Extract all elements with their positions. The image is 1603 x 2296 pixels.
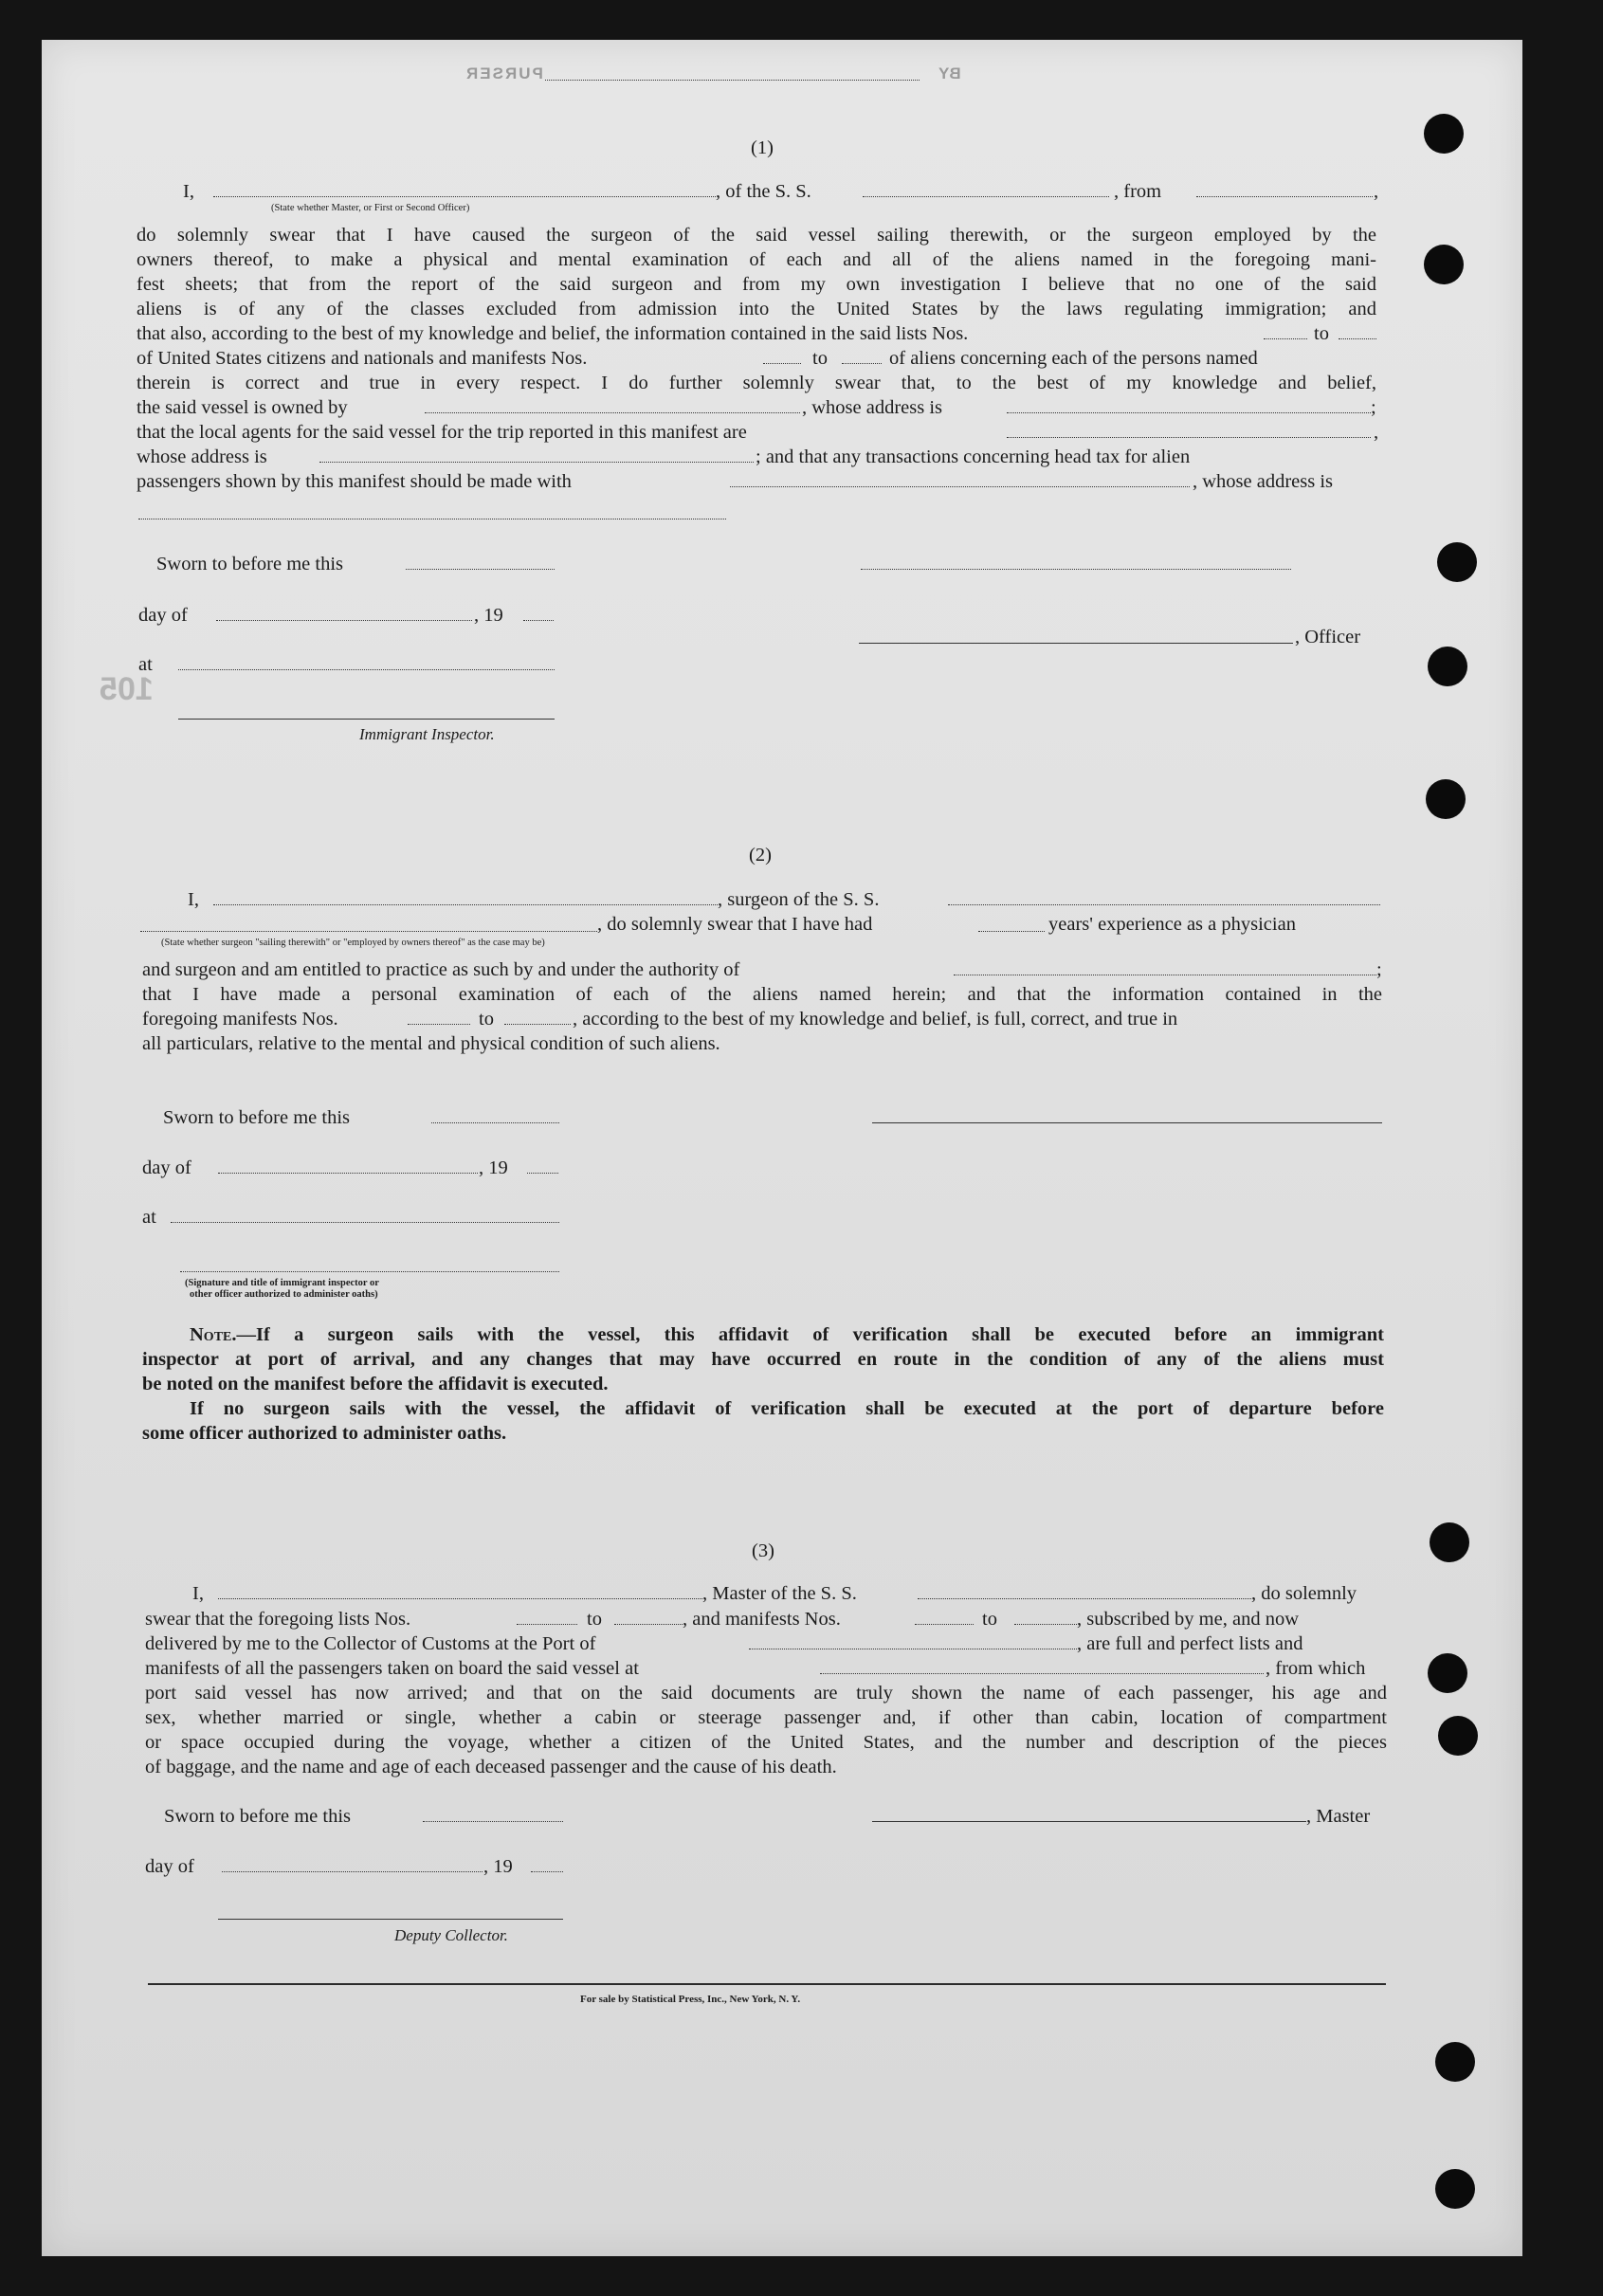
of-ss-label: , of the S. S. — [716, 181, 811, 202]
day-of-label: day of — [145, 1856, 194, 1877]
owner-address-field[interactable] — [1007, 412, 1371, 413]
oath-line: owners thereof, to make a physical and mental examination of each and all of the aliens named in the foregoing mani- — [137, 249, 1376, 270]
exam-line: that I have made a personal examination of each of the aliens named herein; and that the information contained in the — [142, 984, 1382, 1005]
oath-line: or space occupied during the voyage, whether a citizen of the United States, and the number and description of the pieces — [145, 1732, 1387, 1753]
from-which-text: , from which — [1266, 1658, 1366, 1679]
semicolon: ; — [1371, 397, 1376, 418]
i-label: I, — [188, 889, 199, 910]
surgeon-status-field[interactable] — [140, 931, 597, 932]
inspector-title: Immigrant Inspector. — [359, 725, 495, 743]
punch-hole — [1428, 647, 1467, 686]
to-label: to — [1314, 323, 1329, 344]
at-label: at — [138, 654, 153, 675]
at-label: at — [142, 1207, 156, 1228]
authority-text: and surgeon and am entitled to practice as such by and under the authority of — [142, 959, 740, 980]
section-3-number: (3) — [752, 1540, 774, 1561]
do-solemnly-text: , do solemnly — [1251, 1583, 1357, 1604]
aliens-text: of aliens concerning each of the persons named — [889, 348, 1258, 369]
passengers-label: passengers shown by this manifest should be made with — [137, 471, 572, 492]
manifests-from-field[interactable] — [763, 363, 801, 364]
correct-line: therein is correct and true in every respect. I do further solemnly swear that, to the best of my knowledge and belief, — [137, 373, 1376, 393]
manifests-to-field[interactable] — [842, 363, 882, 364]
sworn-label: Sworn to before me this — [156, 554, 343, 574]
signature-line[interactable] — [861, 569, 1291, 570]
note-line: inspector at port of arrival, and any changes that may have occurred en route in the condition of any of the aliens must — [142, 1349, 1384, 1370]
surgeon-hint: (State whether surgeon "sailing therewith" or "employed by owners thereof" as the case may be) — [161, 938, 545, 948]
semicolon: ; — [1376, 959, 1382, 980]
deputy-title: Deputy Collector. — [394, 1926, 508, 1944]
manifests-all-text: manifests of all the passengers taken on board the said vessel at — [145, 1658, 639, 1679]
i-label: I, — [183, 181, 194, 202]
day-of-label: day of — [142, 1157, 191, 1178]
sworn-day-field[interactable] — [423, 1821, 563, 1822]
surgeon-name-field[interactable] — [213, 904, 718, 905]
officer-hint: (State whether Master, or First or Second Officer) — [271, 203, 470, 213]
master-signature-line[interactable] — [872, 1821, 1306, 1822]
according-text: , according to the best of my knowledge and belief, is full, correct, and true in — [573, 1009, 1178, 1030]
comma: , — [1374, 181, 1379, 202]
whose-address-label: whose address is — [137, 446, 267, 467]
year-field[interactable] — [527, 1173, 558, 1174]
signature-hint: (Signature and title of immigrant inspector or — [185, 1278, 379, 1288]
sworn-label: Sworn to before me this — [163, 1107, 350, 1128]
year-field[interactable] — [531, 1871, 563, 1872]
to-label: to — [812, 348, 828, 369]
at-place-field[interactable] — [171, 1222, 559, 1223]
ship-name-field[interactable] — [863, 196, 1109, 197]
note-label: Note. — [190, 1324, 237, 1345]
oath-line: sex, whether married or single, whether a cabin or steerage passenger and, if other than cabin, location of compartment — [145, 1707, 1387, 1728]
sworn-day-field[interactable] — [406, 569, 555, 570]
particulars-line: all particulars, relative to the mental and physical condition of such aliens. — [142, 1033, 720, 1054]
purser-stamp: PURSER — [465, 64, 543, 82]
inspector-signature-line[interactable] — [178, 719, 555, 720]
month-field[interactable] — [218, 1173, 478, 1174]
month-field[interactable] — [222, 1871, 483, 1872]
swear-text: , do solemnly swear that I have had — [597, 914, 873, 935]
punch-hole — [1438, 1716, 1478, 1756]
punch-hole — [1435, 2042, 1475, 2082]
sworn-label: Sworn to before me this — [164, 1806, 351, 1827]
owner-field[interactable] — [425, 412, 800, 413]
ship-name-field[interactable] — [918, 1598, 1251, 1599]
note-paragraph-1: Note.—If a surgeon sails with the vessel, this affidavit of verification shall be executed before an immigrant — [190, 1324, 1384, 1345]
year-label: , 19 — [474, 605, 503, 626]
head-tax-contact-field[interactable] — [730, 486, 1190, 487]
year-label: , 19 — [479, 1157, 508, 1178]
stamp-suffix: BY — [938, 64, 961, 82]
manifests-to-field[interactable] — [1014, 1624, 1077, 1625]
master-name-field[interactable] — [218, 1598, 702, 1599]
manifests-to-field[interactable] — [504, 1024, 571, 1025]
note-line: be noted on the manifest before the affidavit is executed. — [142, 1374, 609, 1394]
section-1-number: (1) — [751, 137, 774, 158]
punch-hole — [1424, 114, 1464, 154]
head-tax-text: ; and that any transactions concerning head tax for alien — [756, 446, 1191, 467]
stamp-line — [545, 80, 920, 81]
oath-line: that also, according to the best of my knowledge and belief, the information contained in the said lists Nos. — [137, 323, 969, 344]
lists-to-field[interactable] — [1339, 338, 1376, 339]
sworn-day-field[interactable] — [431, 1122, 559, 1123]
oath-line: of baggage, and the name and age of each deceased passenger and the cause of his death. — [145, 1757, 837, 1777]
manifests-from-field[interactable] — [915, 1624, 974, 1625]
whose-address-label: , whose address is — [802, 397, 943, 418]
officer-signature-line[interactable] — [859, 643, 1293, 644]
deputy-signature-line[interactable] — [218, 1919, 563, 1920]
lists-from-field[interactable] — [1264, 338, 1307, 339]
master-of-label: , Master of the S. S. — [702, 1583, 857, 1604]
officer-name-field[interactable] — [213, 196, 716, 197]
oath-line: do solemnly swear that I have caused the surgeon of the said vessel sailing therewith, or the surgeon employed by the — [137, 225, 1376, 246]
ship-name-field[interactable] — [948, 904, 1380, 905]
punch-hole — [1430, 1522, 1469, 1562]
subscribed-text: , subscribed by me, and now — [1077, 1609, 1299, 1630]
punch-hole — [1437, 542, 1477, 582]
to-label: to — [479, 1009, 494, 1030]
surgeon-signature-line[interactable] — [872, 1122, 1382, 1123]
i-label: I, — [192, 1583, 204, 1604]
local-agents-label: that the local agents for the said vessel for the trip reported in this manifest are — [137, 422, 747, 443]
from-port-field[interactable] — [1196, 196, 1373, 197]
owned-by-label: the said vessel is owned by — [137, 397, 348, 418]
comma: , — [1374, 422, 1379, 443]
signature-hint: other officer authorized to administer oaths) — [190, 1289, 378, 1300]
full-text: , are full and perfect lists and — [1077, 1633, 1303, 1654]
punch-hole — [1424, 245, 1464, 284]
note-line: some officer authorized to administer oaths. — [142, 1423, 507, 1444]
at-place-field[interactable] — [178, 669, 555, 670]
agents-address-field[interactable] — [319, 462, 754, 463]
delivered-text: delivered by me to the Collector of Customs at the Port of — [145, 1633, 596, 1654]
punch-hole — [1426, 779, 1466, 819]
lists-to-field[interactable] — [614, 1624, 683, 1625]
imprint: For sale by Statistical Press, Inc., New York, N. Y. — [580, 1994, 801, 2005]
from-label: , from — [1114, 181, 1162, 202]
oath-line: port said vessel has now arrived; and that on the said documents are truly shown the name of each passenger, his age and — [145, 1683, 1387, 1704]
section-2-number: (2) — [749, 845, 772, 866]
and-manifests-text: , and manifests Nos. — [683, 1609, 841, 1630]
day-of-label: day of — [138, 605, 188, 626]
oath-line: fest sheets; that from the report of the said surgeon and from my own investigation I believe that no one of the said — [137, 274, 1376, 295]
manifests-from-field[interactable] — [408, 1024, 470, 1025]
years-text: years' experience as a physician — [1048, 914, 1296, 935]
whose-address-label: , whose address is — [1193, 471, 1334, 492]
to-label: to — [587, 1609, 602, 1630]
lists-from-field[interactable] — [517, 1624, 577, 1625]
bleed-through-number: 105 — [100, 671, 154, 707]
local-agents-field[interactable] — [1007, 437, 1371, 438]
years-field[interactable] — [978, 931, 1045, 932]
swear-lists-text: swear that the foregoing lists Nos. — [145, 1609, 411, 1630]
oath-line: aliens is of any of the classes excluded from admission into the United States by the laws regulating immigration; and — [137, 299, 1376, 319]
year-label: , 19 — [483, 1856, 513, 1877]
note-paragraph-2: If no surgeon sails with the vessel, the affidavit of verification shall be executed at the port of departure before — [190, 1398, 1384, 1419]
month-field[interactable] — [216, 620, 472, 621]
inspector-signature-line[interactable] — [180, 1271, 559, 1272]
footer-rule — [148, 1983, 1386, 1985]
citizens-text: of United States citizens and nationals and manifests Nos. — [137, 348, 588, 369]
punch-hole — [1428, 1653, 1467, 1693]
surgeon-of-label: , surgeon of the S. S. — [718, 889, 880, 910]
departure-port-field[interactable] — [820, 1673, 1264, 1674]
to-label: to — [982, 1609, 997, 1630]
officer-label: , Officer — [1295, 627, 1361, 647]
punch-hole — [1435, 2169, 1475, 2209]
year-field[interactable] — [523, 620, 554, 621]
foregoing-label: foregoing manifests Nos. — [142, 1009, 338, 1030]
master-label: , Master — [1306, 1806, 1371, 1827]
